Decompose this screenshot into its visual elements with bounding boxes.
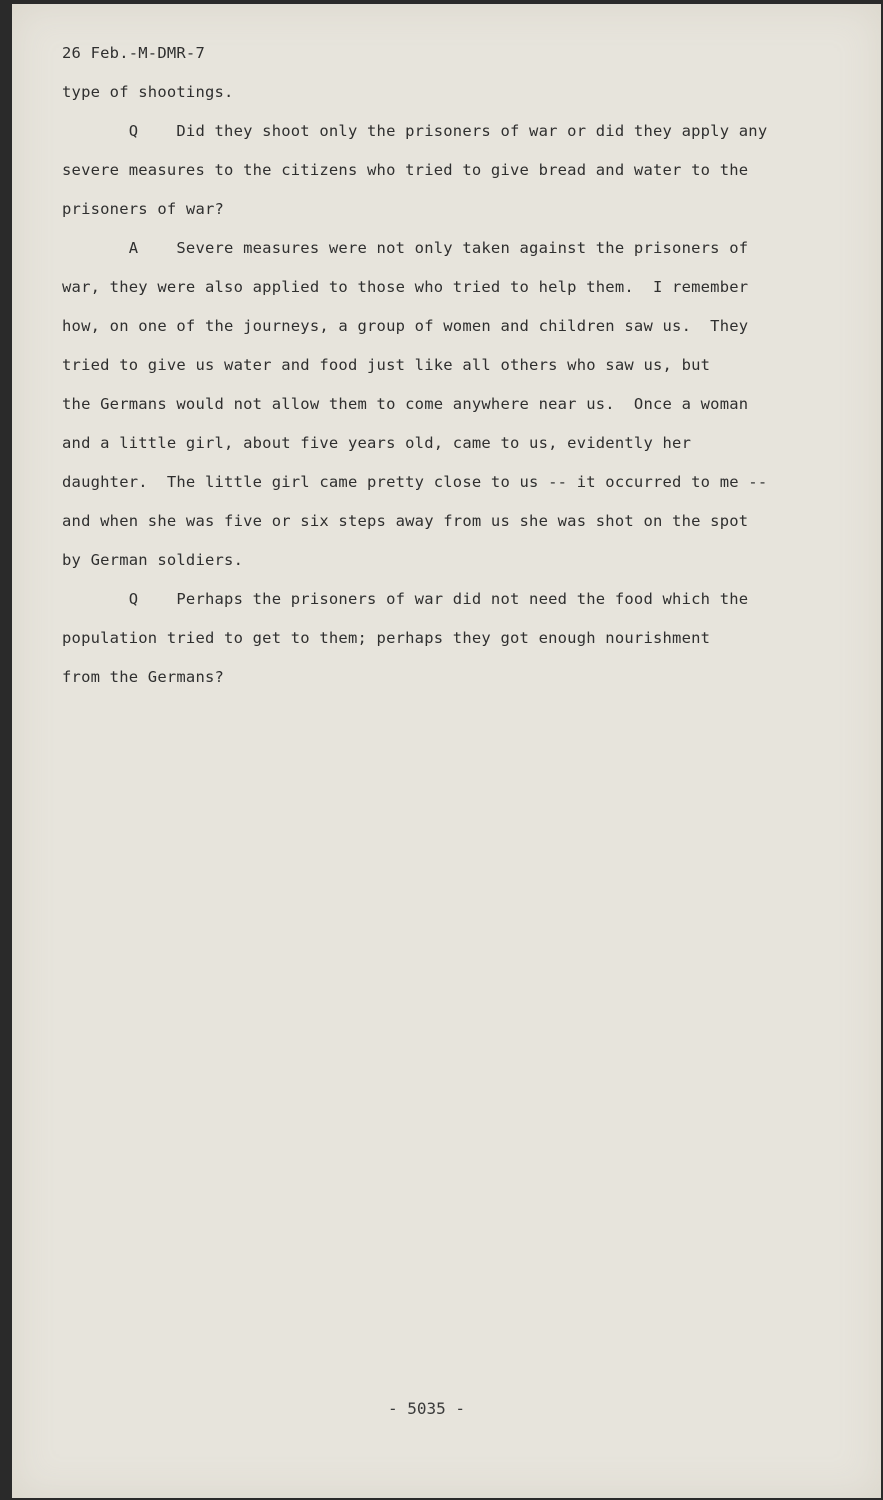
text-line: Q Did they shoot only the prisoners of war or did they apply any: [62, 122, 768, 140]
text-line: from the Germans?: [62, 668, 225, 686]
text-line: by German soldiers.: [62, 551, 244, 569]
text-line: prisoners of war?: [62, 200, 225, 218]
text-line: severe measures to the citizens who tried to give bread and water to the: [62, 161, 749, 179]
text-line: A Severe measures were not only taken against the prisoners of: [62, 239, 749, 257]
page-header: 26 Feb.-M-DMR-7: [62, 44, 205, 62]
text-line: population tried to get to them; perhaps they got enough nourishment: [62, 629, 711, 647]
text-line: tried to give us water and food just like all others who saw us, but: [62, 356, 711, 374]
page-number: - 5035 -: [387, 1399, 466, 1418]
text-line: the Germans would not allow them to come anywhere near us. Once a woman: [62, 395, 749, 413]
text-line: daughter. The little girl came pretty close to us -- it occurred to me --: [62, 473, 768, 491]
text-line: and a little girl, about five years old, came to us, evidently her: [62, 434, 692, 452]
text-line: how, on one of the journeys, a group of women and children saw us. They: [62, 317, 749, 335]
text-line: Q Perhaps the prisoners of war did not need the food which the: [62, 590, 749, 608]
transcript-body: [62, 34, 842, 697]
document-page: [12, 4, 881, 1498]
text-line: war, they were also applied to those who tried to help them. I remember: [62, 278, 749, 296]
text-line: and when she was five or six steps away from us she was shot on the spot: [62, 512, 749, 530]
text-line: type of shootings.: [62, 83, 234, 101]
